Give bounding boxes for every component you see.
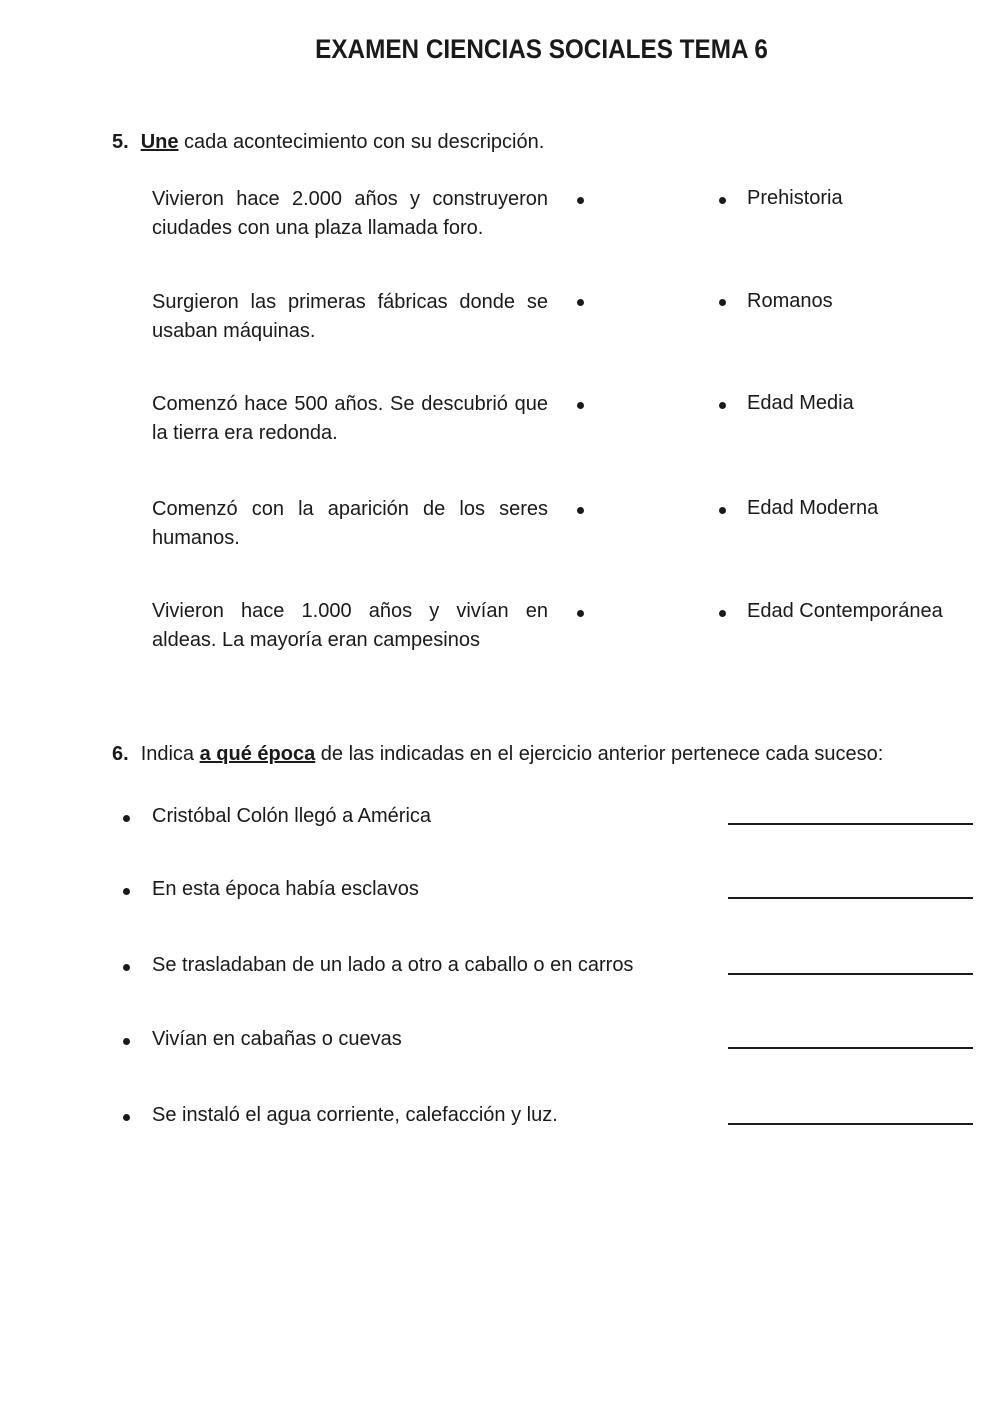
question-6-number: 6. bbox=[112, 743, 129, 765]
match-description-5: Vivieron hace 1.000 años y vivían en aldeas. La mayoría eran campesinos bbox=[152, 600, 548, 651]
question-6-text-after: de las indicadas en el ejercicio anterior pertenece cada suceso: bbox=[320, 743, 884, 765]
page-title: EXAMEN CIENCIAS SOCIALES TEMA 6 bbox=[315, 34, 768, 64]
question-5-heading bbox=[112, 131, 544, 154]
list-item-1: Cristóbal Colón llegó a América bbox=[152, 805, 432, 827]
list-item-2: En esta época había esclavos bbox=[152, 878, 419, 900]
question-6-text-before: Indica bbox=[140, 743, 195, 765]
match-left-dot-4[interactable] bbox=[577, 507, 584, 514]
match-option-3: Edad Media bbox=[747, 392, 854, 414]
list-item-5: Se instaló el agua corriente, calefacción y luz. bbox=[152, 1104, 558, 1126]
answer-blank-2[interactable] bbox=[728, 897, 973, 899]
answer-blank-5[interactable] bbox=[728, 1123, 973, 1125]
match-left-dot-3[interactable] bbox=[577, 402, 584, 409]
question-5-keyword: Une bbox=[140, 131, 179, 153]
match-right-dot-2[interactable] bbox=[719, 299, 726, 306]
match-description-4: Comenzó con la aparición de los seres humanos. bbox=[152, 498, 548, 549]
match-right-dot-1[interactable] bbox=[719, 197, 726, 204]
list-bullet-1 bbox=[123, 815, 130, 822]
question-6-heading bbox=[112, 743, 883, 766]
match-right-dot-3[interactable] bbox=[719, 402, 726, 409]
match-left-dot-1[interactable] bbox=[577, 197, 584, 204]
list-bullet-5 bbox=[123, 1114, 130, 1121]
answer-blank-3[interactable] bbox=[728, 973, 973, 975]
question-6-keyword: a qué época bbox=[199, 743, 316, 765]
match-option-5: Edad Contemporánea bbox=[747, 600, 943, 622]
list-item-3: Se trasladaban de un lado a otro a caballo o en carros bbox=[152, 954, 634, 976]
match-option-2: Romanos bbox=[747, 290, 833, 312]
match-right-dot-5[interactable] bbox=[719, 610, 726, 617]
match-right-dot-4[interactable] bbox=[719, 507, 726, 514]
question-5-text: cada acontecimiento con su descripción. bbox=[184, 131, 545, 153]
match-option-4: Edad Moderna bbox=[747, 497, 879, 519]
match-description-1: Vivieron hace 2.000 años y construyeron ciudades con una plaza llamada foro. bbox=[152, 188, 548, 239]
match-left-dot-5[interactable] bbox=[577, 610, 584, 617]
answer-blank-1[interactable] bbox=[728, 823, 973, 825]
match-option-1: Prehistoria bbox=[747, 187, 843, 209]
match-description-2: Surgieron las primeras fábricas donde se usaban máquinas. bbox=[152, 291, 548, 342]
question-5-number: 5. bbox=[112, 131, 129, 153]
match-description-3: Comenzó hace 500 años. Se descubrió que la tierra era redonda. bbox=[152, 393, 548, 444]
list-bullet-4 bbox=[123, 1038, 130, 1045]
answer-blank-4[interactable] bbox=[728, 1047, 973, 1049]
list-item-4: Vivían en cabañas o cuevas bbox=[152, 1028, 402, 1050]
match-left-dot-2[interactable] bbox=[577, 299, 584, 306]
list-bullet-2 bbox=[123, 888, 130, 895]
list-bullet-3 bbox=[123, 964, 130, 971]
